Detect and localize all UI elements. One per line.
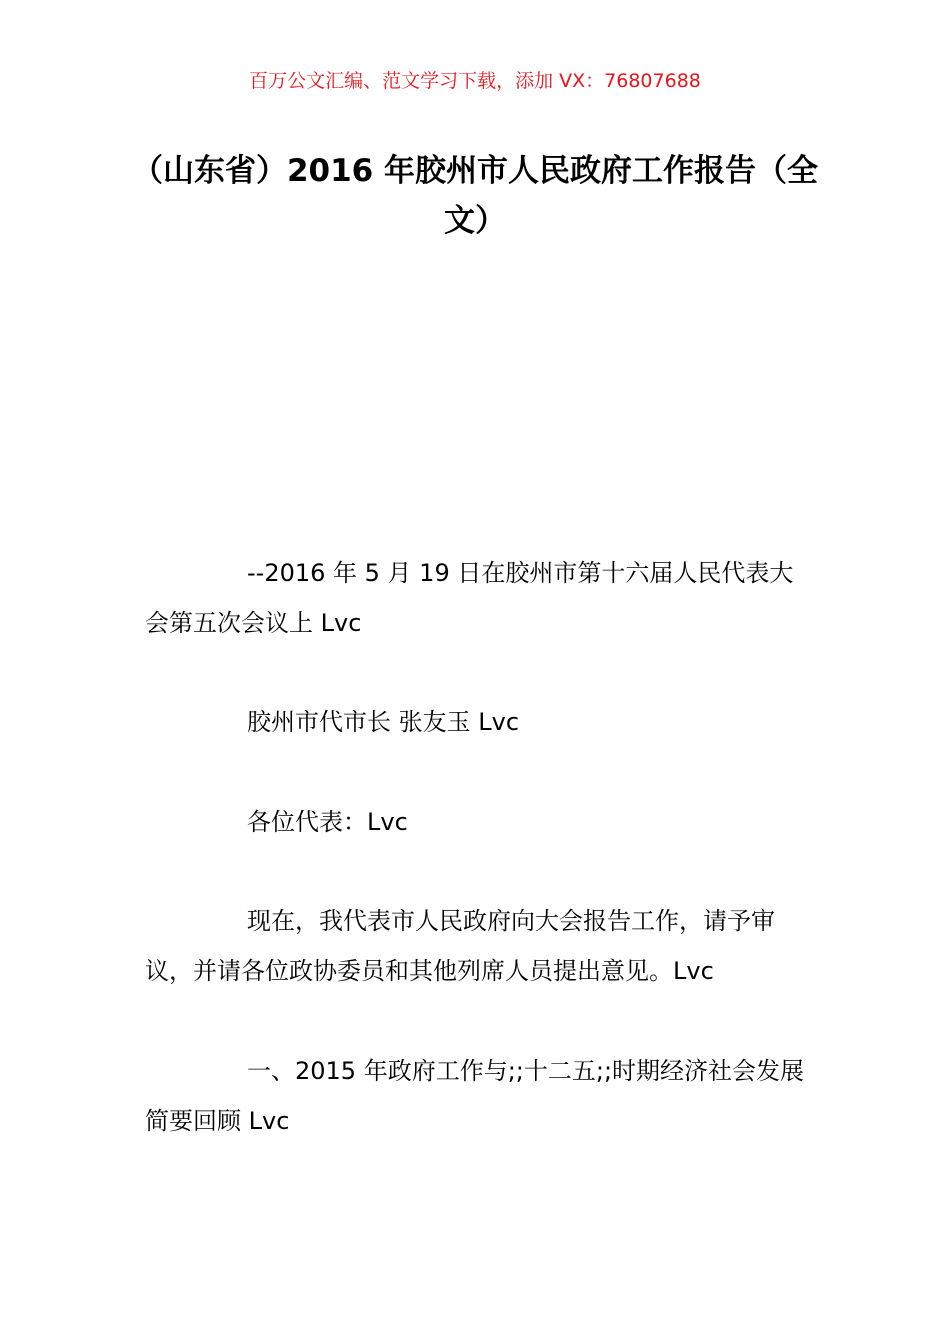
date-venue-line: --2016 年 5 月 19 日在胶州市第十六届人民代表大会第五次会议上 Lvc: [145, 559, 794, 637]
header-note: 百万公文汇编、范文学习下载，添加 VX：76807688: [249, 70, 701, 92]
salutation: 各位代表：Lvc: [247, 808, 408, 836]
opening-paragraph: 现在，我代表市人民政府向大会报告工作，请予审议，并请各位政协委员和其他列席人员提出意见。Lvc: [145, 907, 775, 985]
document-title: （山东省）2016 年胶州市人民政府工作报告（全文）: [131, 153, 819, 239]
section-heading-1: 一、2015 年政府工作与;;十二五;;时期经济社会发展简要回顾 Lvc: [145, 1057, 805, 1135]
speaker-line: 胶州市代市长 张友玉 Lvc: [247, 708, 520, 736]
